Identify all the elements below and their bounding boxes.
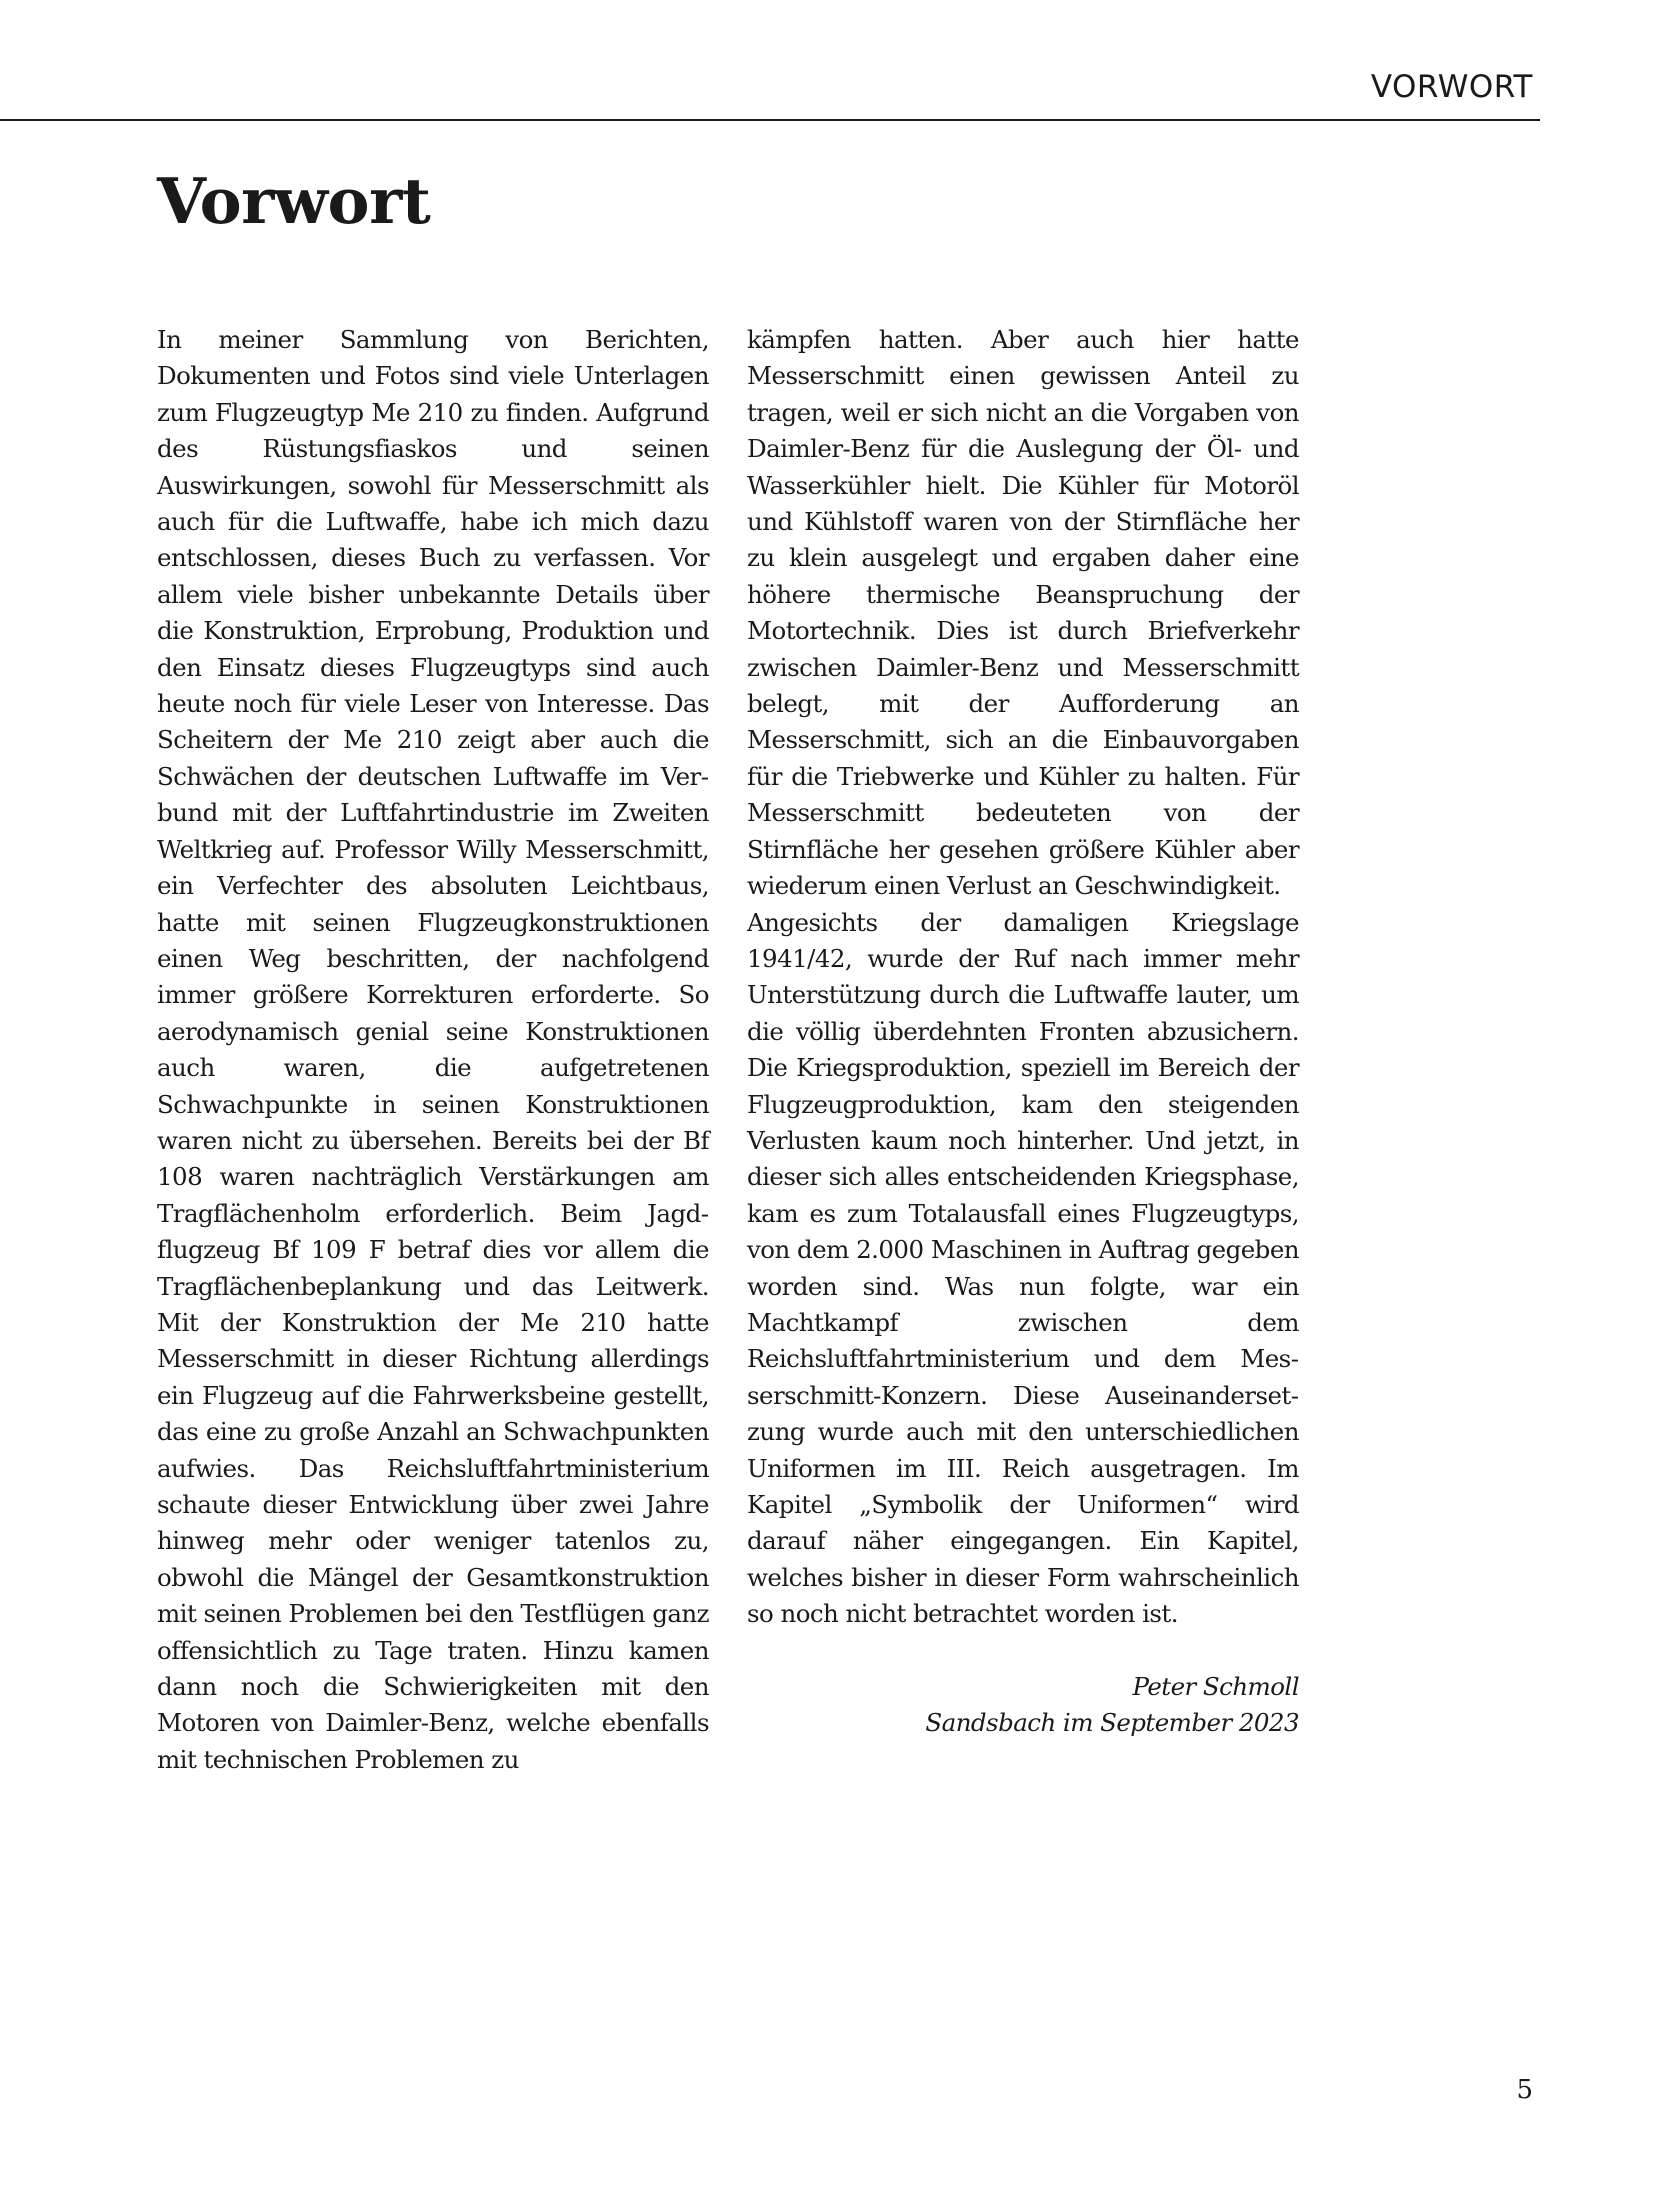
text-column-left: [157, 322, 709, 1778]
body-paragraph-1: In meiner Sammlung von Berichten, Dokumenten und Fotos sind viele Unterlagen zum Flugzeugtyp Me 210 zu finden. Aufgrund des Rüstungsfiaskos und seinen Auswirkungen, sowohl für Messerschmitt als auch für die Luftwaffe, habe ich mich dazu entschlossen, dieses Buch zu verfassen. Vor allem viele bisher unbekannte Details über die Konstruktion, Erprobung, Produktion und den Einsatz dieses Flugzeugtyps sind auch heute noch für viele Leser von Interesse. Das Scheitern der Me 210 zeigt aber auch die Schwächen der deutschen Luftwaffe im Verbund mit der Luftfahrtindustrie im Zweiten Weltkrieg auf. Professor Willy Messerschmitt, ein Verfechter des absoluten Leichtbaus, hatte mit seinen Flugzeugkonstruktionen einen Weg beschritten, der nachfolgend immer größere Korrekturen erforderte. So aerodynamisch genial seine Konstruktionen auch waren, die aufgetretenen Schwachpunkte in seinen Konstruktionen waren nicht zu übersehen. Bereits bei der Bf 108 waren nachträglich Verstärkungen am Tragflächenholm erforderlich. Beim Jagdflugzeug Bf 109 F betraf dies vor allem die Tragflächenbeplankung und das Leitwerk. Mit der Konstruktion der Me 210 hatte Messerschmitt in dieser Richtung allerdings ein Flugzeug auf die Fahrwerksbeine gestellt, das eine zu große Anzahl an Schwachpunkten aufwies. Das Reichsluftfahrtministerium schaute dieser Entwicklung über zwei Jahre hinweg mehr oder weniger tatenlos zu, obwohl die Mängel der Gesamtkonstruktion mit seinen Problemen bei den Testflügen ganz offensichtlich zu Tage traten. Hinzu kamen dann noch die Schwierigkeiten mit den Motoren von Daimler-Benz, welche ebenfalls mit technischen Problemen zu: [157, 325, 709, 1774]
body-paragraph-2: kämpfen hatten. Aber auch hier hatte Messerschmitt einen gewissen Anteil zu tragen, weil er sich nicht an die Vorgaben von Daimler-Benz für die Auslegung der Öl- und Wasserkühler hielt. Die Kühler für Motoröl und Kühlstoff waren von der Stirnfläche her zu klein ausgelegt und ergaben daher eine höhere thermische Beanspruchung der Motortechnik. Dies ist durch Briefverkehr zwischen Daimler-Benz und Messerschmitt belegt, mit der Aufforderung an Messerschmitt, sich an die Einbauvorgaben für die Triebwerke und Kühler zu halten. Für Messerschmitt bedeuteten von der Stirnfläche her gesehen größere Kühler aber wiederum einen Verlust an Geschwindigkeit.: [747, 325, 1299, 901]
page-title: Vorwort: [157, 164, 431, 238]
text-column-right: [747, 322, 1299, 1741]
author-name: Peter Schmoll: [1132, 1671, 1299, 1701]
body-paragraph-3: Angesichts der damaligen Kriegslage 1941/42, wurde der Ruf nach immer mehr Unterstützung durch die Luftwaffe lauter, um die völlig überdehnten Fronten abzusichern. Die Kriegsproduktion, speziell im Bereich der Flugzeugproduktion, kam den steigenden Verlusten kaum noch hinterher. Und jetzt, in dieser sich alles entscheidenden Kriegsphase, kam es zum Totalausfall eines Flugzeugtyps, von dem 2.000 Maschinen in Auftrag gegeben worden sind. Was nun folgte, war ein Machtkampf zwischen dem Reichsluftfahrtministerium und dem Messerschmitt-Konzern. Diese Auseinandersetzung wurde auch mit den unterschiedlichen Uniformen im III. Reich ausgetragen. Im Kapitel „Symbolik der Uniformen“ wird darauf näher eingegangen. Ein Kapitel, welches bisher in dieser Form wahrscheinlich so noch nicht betrachtet worden ist.: [747, 907, 1299, 1629]
place-date: Sandsbach im September 2023: [925, 1708, 1299, 1738]
signature-block: [747, 1669, 1299, 1742]
page-number: 5: [1516, 2075, 1533, 2105]
header-rule: [0, 119, 1540, 121]
running-head: VORWORT: [1370, 69, 1533, 105]
